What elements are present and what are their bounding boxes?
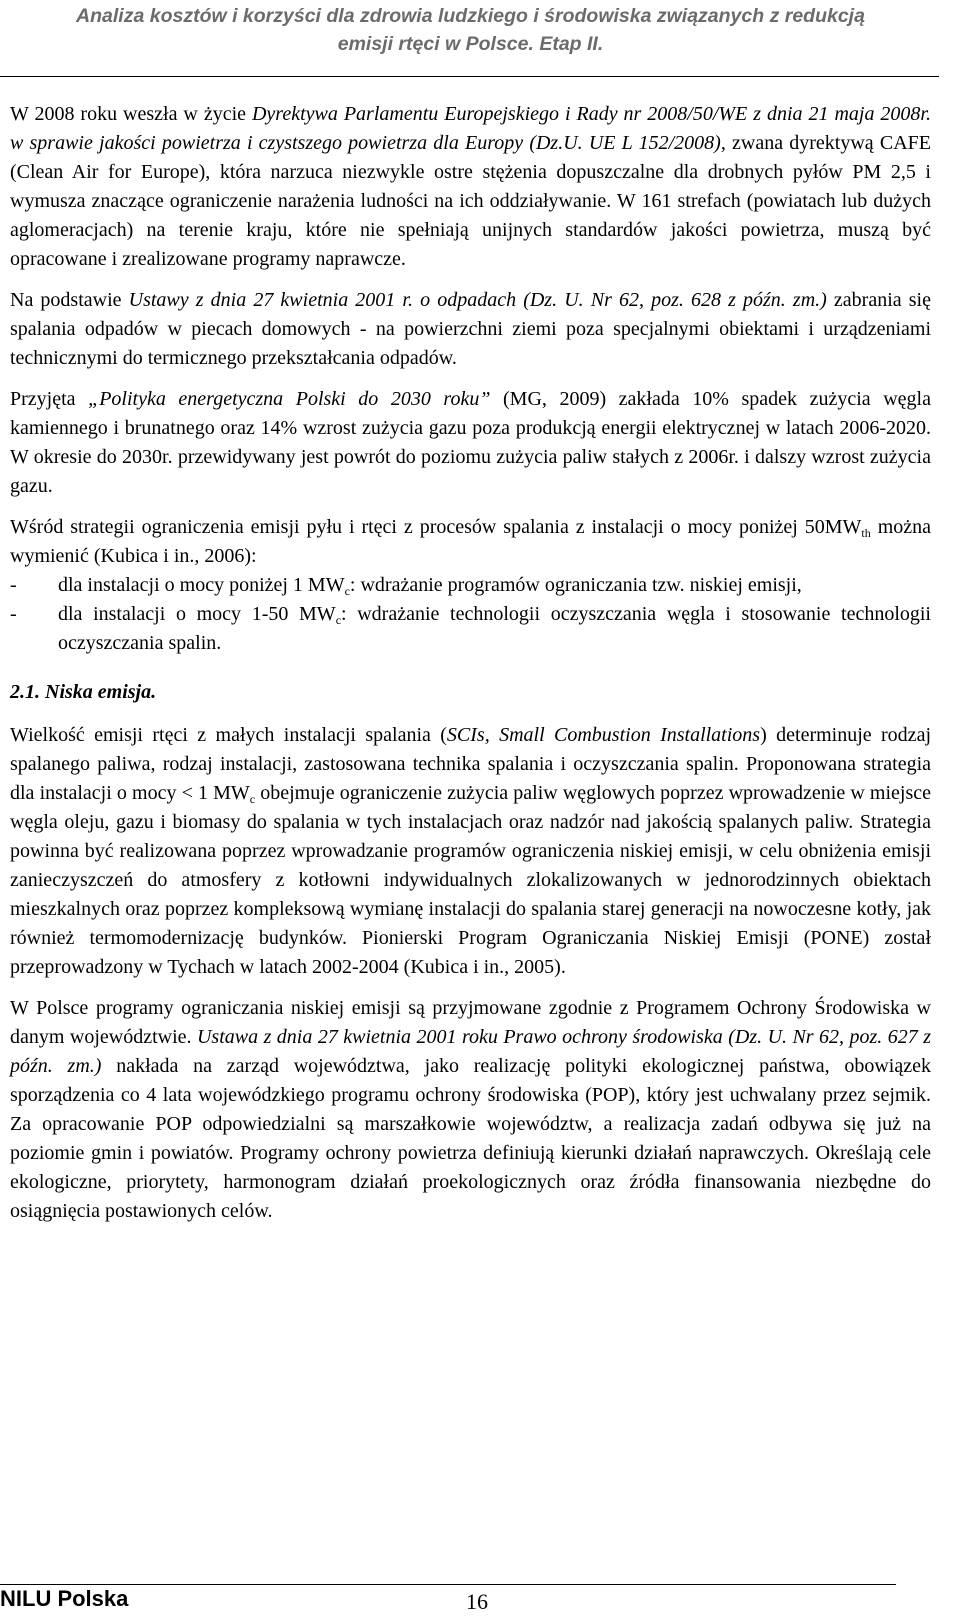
subscript: c: [335, 613, 342, 627]
environment-act-citation: Ustawa z dnia 27 kwietnia 2001 roku Prawo ochrony środowiska (Dz. U. Nr 62, poz. 627 z późn. zm.): [10, 1026, 931, 1077]
paragraph-energy-policy: [10, 385, 931, 501]
list-dash: -: [10, 574, 17, 596]
paragraph-cafe-directive: [10, 100, 931, 274]
footer-organization: NILU Polska: [0, 1586, 129, 1611]
header-divider: [0, 76, 939, 77]
text-run: dla instalacji o mocy 1-50 MW: [58, 603, 336, 625]
text-run: Wielkość emisji rtęci z małych instalacji spalania (: [10, 724, 447, 746]
text-run: (MG, 2009) zakłada 10% spadek zużycia węgla kamiennego i brunatnego oraz 14% wzrost zużycia gazu poza produkcją energii elektrycznej w latach 2006-2020. W okresie do 2030r. przewidywany jest powrót do poziomu zużycia paliw stałych z 2006r. i dalszy wzrost zużycia gazu.: [10, 388, 931, 497]
section-heading: 2.1. Niska emisja.: [10, 681, 157, 703]
text-run: obejmuje ograniczenie zużycia paliw węglowych poprzez wprowadzenie w miejsce węgla oleju, gazu i biomasy do spalania w tych instalacjach oraz nadzór nad jakością spalanych paliw. Strategia powinna być realizowana poprzez wprowadzanie programów ograniczenia niskiej emisji, w celu obniżenia emisji zanieczyszczeń do atmosfery z kotłowni indywidualnych zlokalizowanych w jednorodzinnych obiektach mieszkalnych oraz poprzez kompleksową wymianę instalacji do spalania starej generacji na nowoczesne kotły, jak również termomodernizację budynków. Pionierski Program Ograniczania Niskiej Emisji (PONE) został przeprowadzony w Tychach w latach 2002-2004 (Kubica i in., 2005).: [10, 782, 931, 978]
list-item: [10, 600, 931, 658]
paragraph-strategies-intro: [10, 513, 931, 571]
subscript: th: [861, 526, 871, 540]
strategy-list: [10, 571, 931, 658]
paragraph-poland-programs: [10, 994, 931, 1226]
running-header: [10, 0, 931, 58]
list-dash: -: [10, 603, 17, 625]
paragraph-waste-act: [10, 286, 931, 373]
text-run: ) determinuje rodzaj spalanego paliwa, rodzaj instalacji, zastosowana technika spalania i oczyszczania spalin. Proponowana strategia dla instalacji o mocy < 1 MW: [10, 724, 931, 804]
subscript: c: [249, 792, 256, 806]
scis-term: SCIs, Small Combustion Installations: [446, 724, 761, 746]
act-citation: Ustawy z dnia 27 kwietnia 2001 r. o odpadach (Dz. U. Nr 62, poz. 628 z późn. zm.): [128, 289, 827, 311]
text-run: : wdrażanie programów ograniczania tzw. niskiej emisji,: [349, 574, 802, 596]
text-run: zabrania się spalania odpadów w piecach domowych - na powierzchni ziemi poza specjalnymi obiektami i urządzeniami technicznymi do termicznego przekształcania odpadów.: [10, 289, 931, 369]
footer-divider: [0, 1584, 896, 1585]
directive-citation: Dyrektywa Parlamentu Europejskiego i Rady nr 2008/50/WE z dnia 21 maja 2008r. w sprawie jakości powietrza i czystszego powietrza dla Europy (Dz.U. UE L 152/2008),: [10, 103, 931, 154]
subscript: c: [344, 584, 350, 598]
header-line-2: emisji rtęci w Polsce. Etap II.: [337, 33, 604, 55]
document-body: [10, 100, 931, 1226]
text-run: W Polsce programy ograniczania niskiej emisji są przyjmowane zgodnie z Programem Ochrony Środowiska w danym województwie.: [10, 997, 931, 1048]
header-line-1: Analiza kosztów i korzyści dla zdrowia ludzkiego i środowiska związanych z redukcją: [76, 5, 865, 27]
text-run: Przyjęta: [10, 388, 89, 410]
text-run: Wśród strategii ograniczenia emisji pyłu i rtęci z procesów spalania z instalacji o mocy poniżej 50MW: [10, 516, 862, 538]
text-run: nakłada na zarząd województwa, jako realizację polityki ekologicznej państwa, obowiązek sporządzenia co 4 lata wojewódzkiego programu ochrony środowiska (POP), który jest uchwalany przez sejmik. Za opracowanie POP odpowiedzialni są marszałkowie województw, a realizacja zadań odbywa się już na poziomie gmin i powiatów. Programy ochrony powietrza definiują kierunki działań naprawczych. Określają cele ekologiczne, priorytety, harmonogram działań proekologicznych oraz źródła finansowania niezbędne do osiągnięcia postawionych celów.: [10, 1055, 931, 1222]
list-item: [10, 571, 931, 600]
text-run: zwana dyrektywą CAFE (Clean Air for Europe), która narzuca niezwykle ostre stężenia dopuszczalne dla drobnych pyłów PM 2,5 i wymusza znaczące ograniczenie narażenia ludności na ich oddziaływanie. W 161 strefach (powiatach lub dużych aglomeracjach) na terenie kraju, które nie spełniają unijnych standardów jakości powietrza, muszą być opracowane i zrealizowane programy naprawcze.: [10, 132, 931, 270]
text-run: dla instalacji o mocy poniżej 1 MW: [58, 574, 345, 596]
text-run: W 2008 roku weszła w życie: [10, 103, 252, 125]
text-run: : wdrażanie technologii oczyszczania węgla i stosowanie technologii oczyszczania spalin.: [58, 603, 931, 654]
text-run: można wymienić (Kubica i in., 2006):: [10, 516, 932, 567]
page-number: 16: [466, 1589, 488, 1614]
paragraph-low-emission: [10, 721, 931, 982]
text-run: Na podstawie: [10, 289, 129, 311]
policy-citation: „Polityka energetyczna Polski do 2030 roku”: [88, 388, 491, 410]
